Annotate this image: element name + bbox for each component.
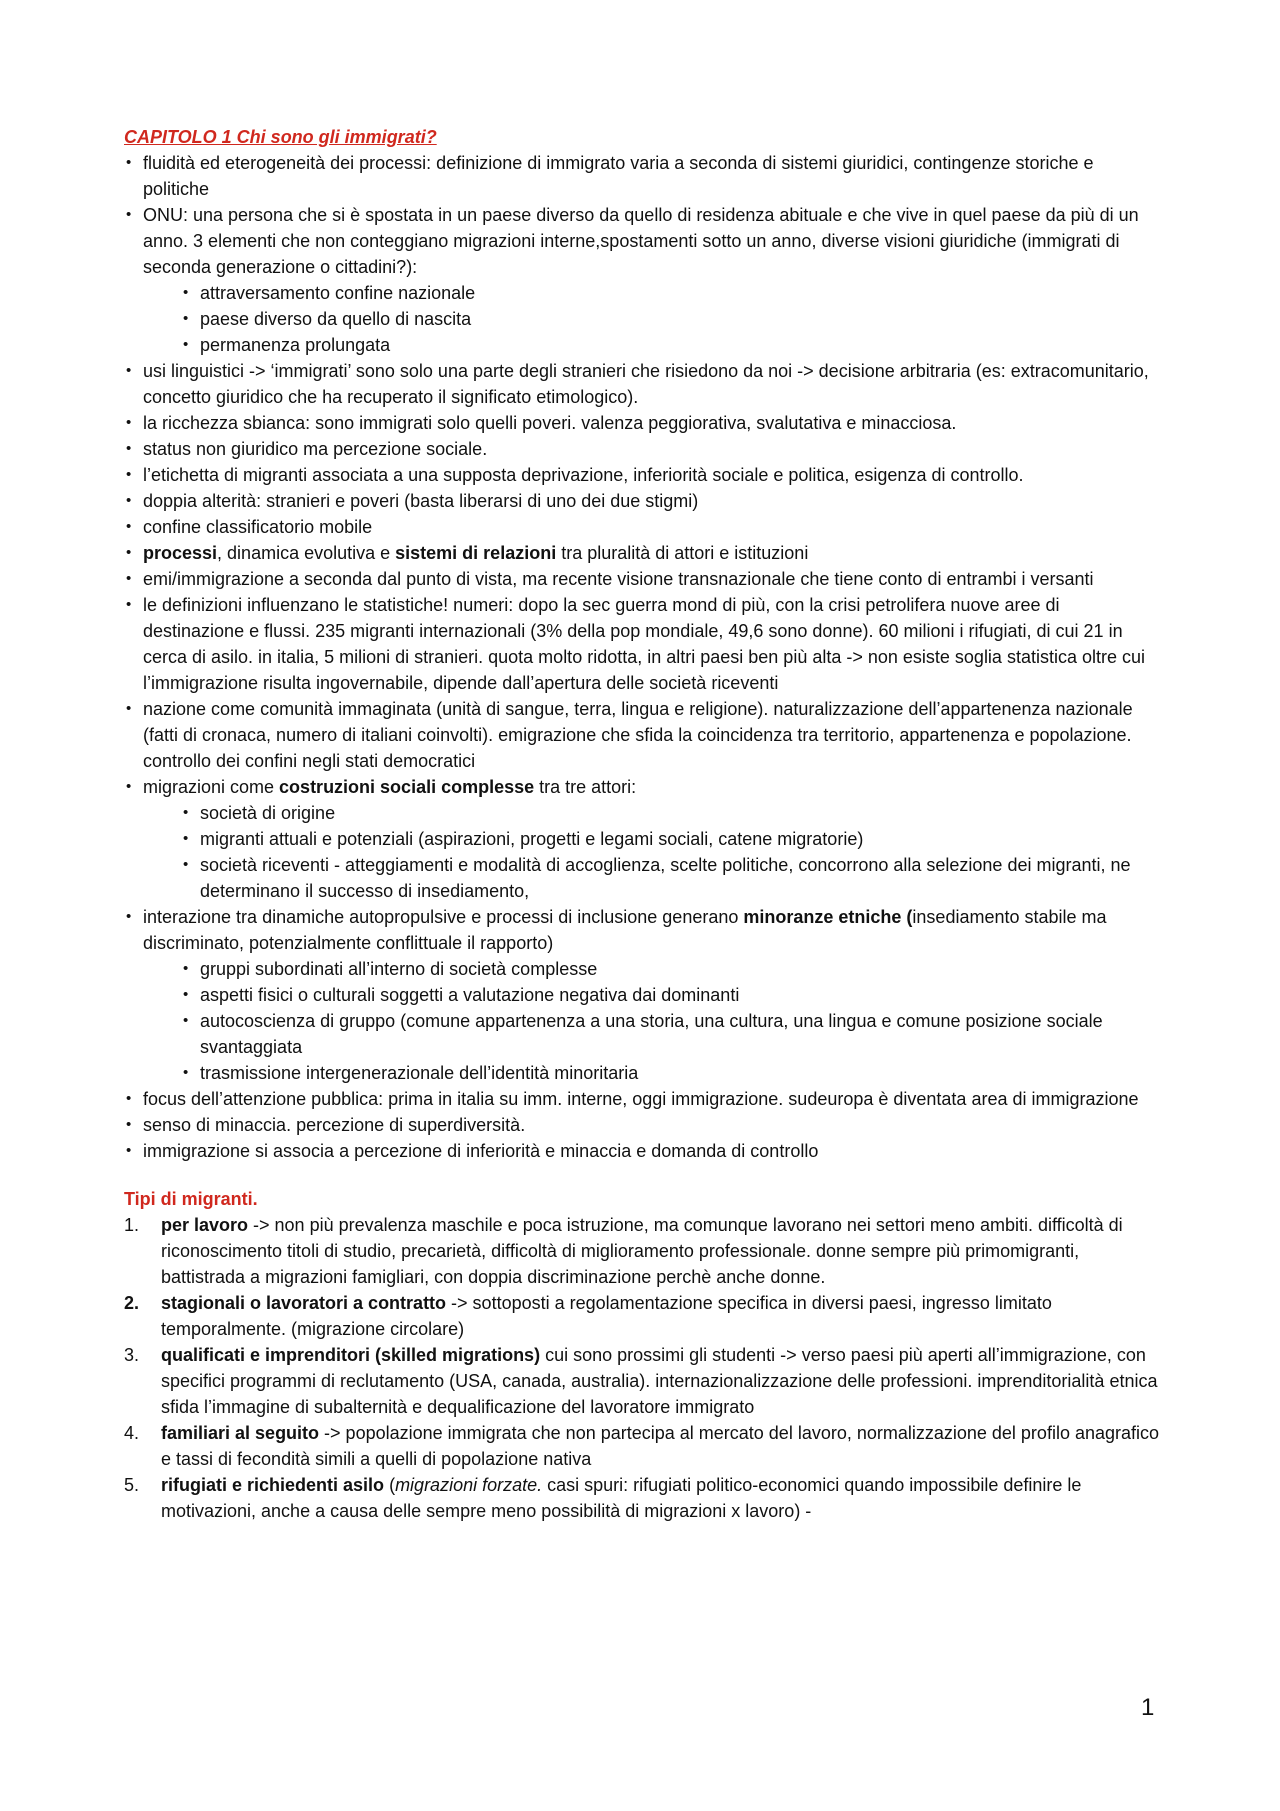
list-item xyxy=(124,202,1164,280)
text-run: cui sono prossimi gli studenti -> verso paesi più aperti all’immigrazione, con specifici programmi di reclutamento (USA, canada, australia). internazionalizzazione delle professioni. imprenditorialità etnica sfida l’immagine di subalternità e dequalificazione del lavoratore immigrato xyxy=(161,1345,1158,1417)
text-run: fluidità ed eterogeneità dei processi: definizione di immigrato varia a seconda di sistemi giuridici, contingenze storiche e politiche xyxy=(143,153,1094,199)
text-run: casi spuri: rifugiati politico-economici quando impossibile definire le motivazioni, anche a causa delle sempre meno possibilità di migrazioni x lavoro) - xyxy=(161,1475,1082,1521)
text-run: -> sottoposti a regolamentazione specifica in diversi paesi, ingresso limitato temporalmente. (migrazione circolare) xyxy=(161,1293,1052,1339)
text-run: immigrazione si associa a percezione di inferiorità e minaccia e domanda di controllo xyxy=(143,1141,819,1161)
list-item xyxy=(124,1112,1164,1138)
text-run: migrazioni come xyxy=(143,777,280,797)
item-number: 2. xyxy=(124,1293,140,1313)
bold-text: rifugiati e richiedenti asilo xyxy=(161,1475,385,1495)
list-item xyxy=(124,462,1164,488)
bold-text: sistemi di relazioni xyxy=(395,543,557,563)
list-item xyxy=(124,592,1164,696)
bold-text: familiari al seguito xyxy=(161,1423,320,1443)
numbered-item xyxy=(124,1290,1164,1342)
text-run: ( xyxy=(384,1475,396,1495)
list-item xyxy=(124,696,1164,774)
document-page xyxy=(124,124,1164,1524)
text-run: usi linguistici -> ‘immigrati’ sono solo una parte degli stranieri che risiedono da noi -> decisione arbitraria (es: extracomunitario, concetto giuridico che ha recuperato il significato etimologico). xyxy=(143,361,1149,407)
text-run: focus dell’attenzione pubblica: prima in italia su imm. interne, oggi immigrazione. sudeuropa è diventata area di immigrazione xyxy=(143,1089,1139,1109)
sub-list-item: • autocoscienza di gruppo (comune appartenenza a una storia, una cultura, una lingua e comune posizione sociale svantaggiata xyxy=(124,1008,1164,1060)
list-item xyxy=(124,566,1164,592)
section-title: Tipi di migranti. xyxy=(124,1189,258,1209)
numbered-item xyxy=(124,1212,1164,1290)
text-run: status non giuridico ma percezione sociale. xyxy=(143,439,488,459)
sub-list-item: • permanenza prolungata xyxy=(124,332,1164,358)
item-number: 3. xyxy=(124,1345,140,1365)
text-run: nazione come comunità immaginata (unità di sangue, terra, lingua e religione). naturalizzazione dell’appartenenza nazionale (fatti di cronaca, numero di italiani coinvolti). emigrazione che sfida la coincidenza tra territorio, appartenenza e popolazione. controllo dei confini negli stati democratici xyxy=(143,699,1133,771)
list-item xyxy=(124,514,1164,540)
italic-text: migrazioni forzate. xyxy=(395,1475,543,1495)
sub-list-item: • società di origine xyxy=(124,800,1164,826)
bold-text: processi xyxy=(143,543,218,563)
list-item xyxy=(124,1086,1164,1112)
text-run: , dinamica evolutiva e xyxy=(217,543,396,563)
text-run: -> non più prevalenza maschile e poca istruzione, ma comunque lavorano nei settori meno ambiti. difficoltà di riconoscimento titoli di studio, precarietà, difficoltà di miglioramento professionale. donne sempre più primomigranti, battistrada a migrazioni famigliari, con doppia discriminazione perchè anche donne. xyxy=(161,1215,1123,1287)
list-item xyxy=(124,150,1164,202)
text-run: interazione tra dinamiche autopropulsive e processi di inclusione generano xyxy=(143,907,744,927)
bold-text: costruzioni sociali complesse xyxy=(279,777,535,797)
bold-text: stagionali o lavoratori a contratto xyxy=(161,1293,447,1313)
text-run: la ricchezza sbianca: sono immigrati solo quelli poveri. valenza peggiorativa, svalutativa e minacciosa. xyxy=(143,413,957,433)
bold-text: per lavoro xyxy=(161,1215,249,1235)
item-number: 5. xyxy=(124,1475,140,1495)
text-run: l’etichetta di migranti associata a una supposta deprivazione, inferiorità sociale e politica, esigenza di controllo. xyxy=(143,465,1024,485)
list-item xyxy=(124,1138,1164,1164)
text-run: confine classificatorio mobile xyxy=(143,517,373,537)
text-run: senso di minaccia. percezione di superdiversità. xyxy=(143,1115,526,1135)
text-run: emi/immigrazione a seconda dal punto di vista, ma recente visione transnazionale che tiene conto di entrambi i versanti xyxy=(143,569,1094,589)
text-run: -> popolazione immigrata che non partecipa al mercato del lavoro, normalizzazione del profilo anagrafico e tassi di fecondità simili a quelli di popolazione nativa xyxy=(161,1423,1160,1469)
list-item xyxy=(124,904,1164,956)
list-item xyxy=(124,358,1164,410)
item-number: 4. xyxy=(124,1423,140,1443)
bold-text: ( xyxy=(901,907,913,927)
list-item xyxy=(124,410,1164,436)
numbered-item xyxy=(124,1342,1164,1420)
list-item xyxy=(124,488,1164,514)
sub-list-item: • gruppi subordinati all’interno di società complesse xyxy=(124,956,1164,982)
sub-list-item: • aspetti fisici o culturali soggetti a valutazione negativa dai dominanti xyxy=(124,982,1164,1008)
text-run: doppia alterità: stranieri e poveri (basta liberarsi di uno dei due stigmi) xyxy=(143,491,699,511)
sub-list-item: • attraversamento confine nazionale xyxy=(124,280,1164,306)
text-run: insediamento stabile ma discriminato, potenzialmente conflittuale il rapporto) xyxy=(143,907,1107,953)
list-item xyxy=(124,436,1164,462)
text-run: tra tre attori: xyxy=(534,777,637,797)
text-run: ONU: una persona che si è spostata in un paese diverso da quello di residenza abituale e che vive in quel paese da più di un anno. 3 elementi che non conteggiano migrazioni interne,spostamenti sotto un anno, diverse visioni giuridiche (immigrati di seconda generazione o cittadini?): xyxy=(143,205,1139,277)
list-item xyxy=(124,774,1164,800)
page-number: 1 xyxy=(1141,1694,1155,1721)
sub-list-item: • paese diverso da quello di nascita xyxy=(124,306,1164,332)
text-run: le definizioni influenzano le statistiche! numeri: dopo la sec guerra mond di più, con la crisi petrolifera nuove aree di destinazione e flussi. 235 migranti internazionali (3% della pop mondiale, 49,6 sono donne). 60 milioni i rifugiati, di cui 21 in cerca di asilo. in italia, 5 milioni di stranieri. quota molto ridotta, in altri paesi ben più alta -> non esiste soglia statistica oltre cui l’immigrazione risulta ingovernabile, dipende dall’apertura delle società riceventi xyxy=(143,595,1145,693)
list-item xyxy=(124,540,1164,566)
numbered-item xyxy=(124,1472,1164,1524)
text-run: tra pluralità di attori e istituzioni xyxy=(556,543,809,563)
chapter-title: CAPITOLO 1 Chi sono gli immigrati? xyxy=(124,127,437,147)
sub-list-item: • società riceventi - atteggiamenti e modalità di accoglienza, scelte politiche, concorrono alla selezione dei migranti, ne determinano il successo di insediamento, xyxy=(124,852,1164,904)
chapter-bullet-list xyxy=(124,150,1164,1164)
item-number: 1. xyxy=(124,1215,140,1235)
sub-list-item: • migranti attuali e potenziali (aspirazioni, progetti e legami sociali, catene migratorie) xyxy=(124,826,1164,852)
migrant-types-list xyxy=(124,1212,1164,1524)
bold-text: qualificati e imprenditori (skilled migrations) xyxy=(161,1345,541,1365)
bold-text: minoranze etniche xyxy=(743,907,902,927)
sub-list-item: • trasmissione intergenerazionale dell’identità minoritaria xyxy=(124,1060,1164,1086)
numbered-item xyxy=(124,1420,1164,1472)
